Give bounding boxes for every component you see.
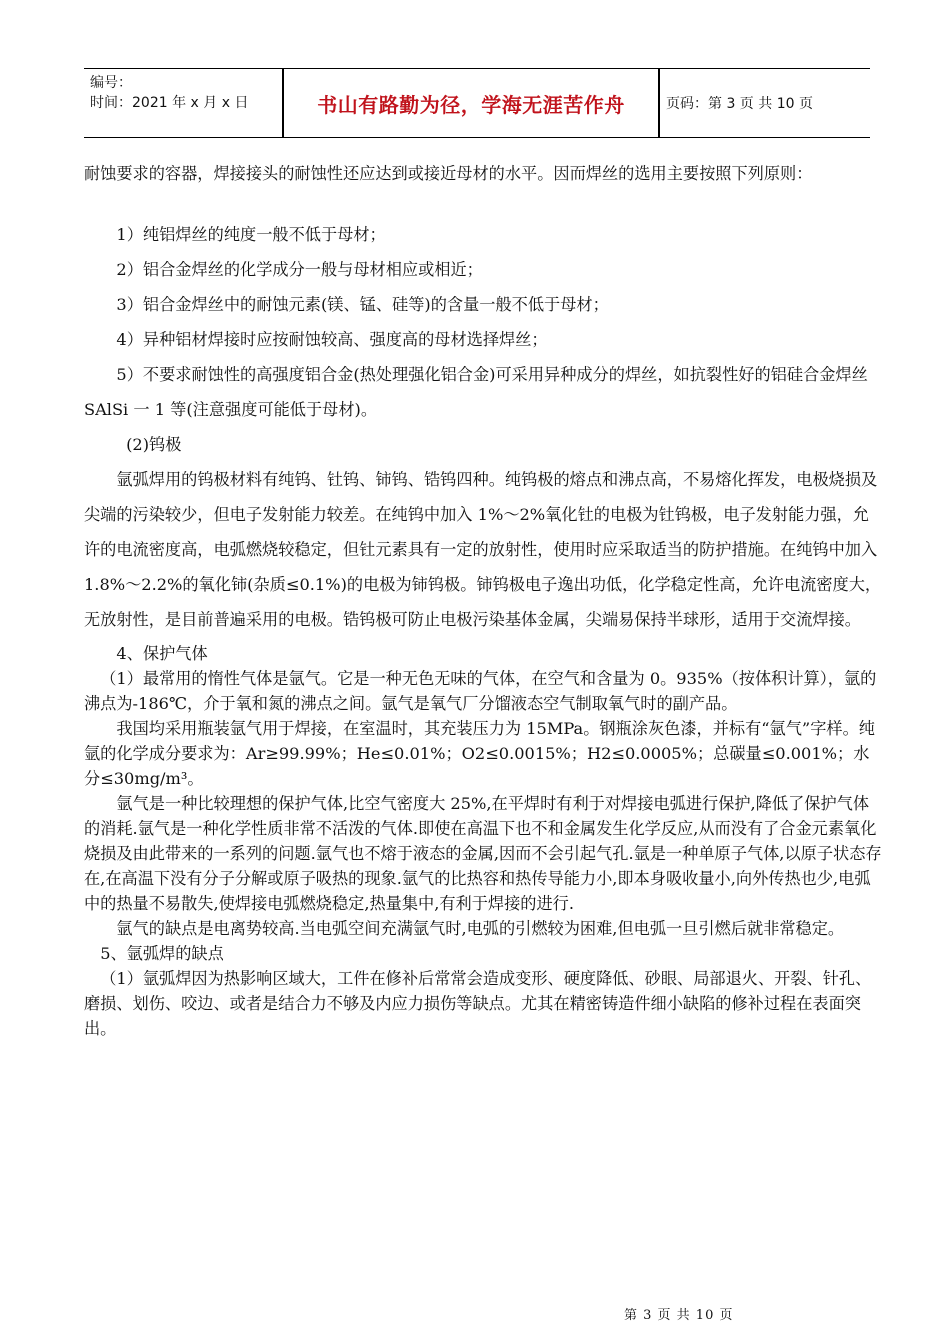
spacer [84, 191, 884, 217]
paragraph-gas-4: 氩气的缺点是电离势较高.当电弧空间充满氩气时,电弧的引燃较为困难,但电弧一旦引燃后就非常稳定。 [116, 919, 845, 938]
page-header [84, 68, 870, 138]
section-heading-gas: 4、保护气体 [116, 644, 208, 663]
paragraph-gas-1: （1）最常用的惰性气体是氩气。它是一种无色无味的气体，在空气和含量为 0。935%（按体积计算），氩的沸点为-186℃，介于氧和氮的沸点之间。氩气是氧气厂分馏液态空气制取氧气时的副产品。 [84, 669, 877, 713]
rule-item-4: 4）异种铝材焊接时应按耐蚀较高、强度高的母材选择焊丝； [116, 330, 548, 349]
header-motto: 书山有路勤为径，学海无涯苦作舟 [317, 92, 625, 117]
header-meta [90, 73, 280, 113]
paragraph-defects-1: （1）氩弧焊因为热影响区域大，工件在修补后常常会造成变形、硬度降低、砂眼、局部退火、开裂、针孔、磨损、划伤、咬边、或者是结合力不够及内应力损伤等缺点。尤其在精密铸造件细小缺陷的修补过程在表面突出。 [84, 969, 872, 1038]
rule-item-5: 5）不要求耐蚀性的高强度铝合金(热处理强化铝合金)可采用异种成分的焊丝，如抗裂性好的铝硅合金焊丝 SAlSi 一 1 等(注意强度可能低于母材)。 [84, 365, 868, 419]
paragraph-intro: 耐蚀要求的容器，焊接接头的耐蚀性还应达到或接近母材的水平。因而焊丝的选用主要按照下列原则： [84, 164, 813, 183]
paragraph-tungsten: 氩弧焊用的钨极材料有纯钨、钍钨、铈钨、锆钨四种。纯钨极的熔点和沸点高，不易熔化挥发，电极烧损及尖端的污染较少，但电子发射能力较差。在纯钨中加入 1%～2%氧化钍的电极为钍钨极，电子发射能力强，允许的电流密度高，电弧燃烧较稳定，但钍元素具有一定的放射性，使用时应采取适当的防护措施。在纯钨中加入 1.8%～2.2%的氧化铈(杂质≤0.1%)的电极为铈钨极。铈钨极电子逸出功低，化学稳定性高，允许电流密度大，无放射性，是目前普遍采用的电极。锆钨极可防止电极污染基体金属，尖端易保持半球形，适用于交流焊接。 [84, 470, 882, 629]
header-divider-right [658, 69, 660, 137]
rule-item-3: 3）铝合金焊丝中的耐蚀元素(镁、锰、硅等)的含量一般不低于母材； [116, 295, 609, 314]
rule-item-1: 1）纯铝焊丝的纯度一般不低于母材； [116, 225, 386, 244]
section-heading-tungsten: (2)钨极 [126, 435, 182, 454]
number-label: 编号： [90, 75, 132, 91]
header-page-info: 页码：第 3 页 共 10 页 [666, 96, 813, 112]
document-body [84, 156, 884, 1041]
section-heading-defects: 5、氩弧焊的缺点 [100, 944, 224, 963]
page-footer: 第 3 页 共 10 页 [624, 1308, 734, 1323]
date-line: 时间：2021 年 x 月 x 日 [90, 95, 249, 111]
rule-item-2: 2）铝合金焊丝的化学成分一般与母材相应或相近； [116, 260, 483, 279]
paragraph-gas-2: 我国均采用瓶装氩气用于焊接，在室温时，其充装压力为 15MPa。钢瓶涂灰色漆，并标有“氩气”字样。纯氩的化学成分要求为：Ar≥99.99%；He≤0.01%；O2≤0.0015%；H2≤0.0005%；总碳量≤0.001%；水分≤30mg/m³。 [84, 719, 875, 788]
paragraph-gas-3: 氩气是一种比较理想的保护气体,比空气密度大 25%,在平焊时有利于对焊接电弧进行保护,降低了保护气体的消耗.氩气是一种化学性质非常不活泼的气体.即使在高温下也不和金属发生化学反应,从而没有了合金元素氧化烧损及由此带来的一系列的问题.氩气也不熔于液态的金属,因而不会引起气孔.氩是一种单原子气体,以原子状态存在,在高温下没有分子分解或原子吸热的现象.氩气的比热容和热传导能力小,即本身吸收量小,向外传热也少,电弧中的热量不易散失,使焊接电弧燃烧稳定,热量集中,有利于焊接的进行. [84, 794, 882, 913]
